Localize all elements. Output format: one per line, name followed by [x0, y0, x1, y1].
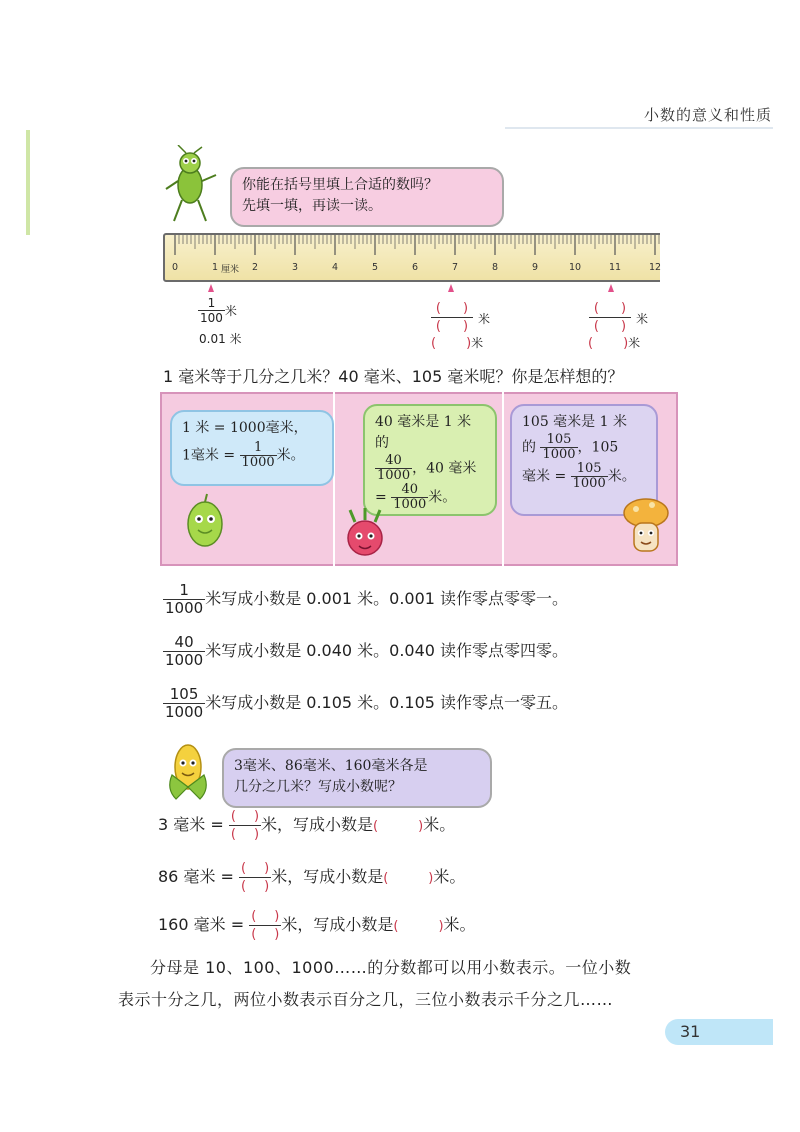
- conversion-text: 米写成小数是 0.001 米。0.001 读作零点零零一。: [205, 589, 569, 608]
- arrow-11: [608, 284, 614, 292]
- frac-den: 1000: [165, 651, 204, 669]
- conversion-text: 米写成小数是 0.105 米。0.105 读作零点一零五。: [205, 693, 569, 712]
- paren-close: ): [253, 827, 260, 842]
- top-bubble-line1: 你能在括号里填上合适的数吗？: [242, 177, 438, 193]
- ruler-number: 7: [451, 262, 459, 273]
- fraction-1-100: [198, 296, 225, 325]
- b2-fraction-2: [391, 483, 428, 512]
- b2-num2: 40: [401, 482, 418, 497]
- fraction-blank[interactable]: [229, 808, 261, 843]
- b1-fraction: [240, 441, 277, 470]
- exercise-row: [158, 860, 465, 895]
- frac-num: 40: [174, 633, 194, 651]
- exercise-pre: 86 毫米 =: [158, 867, 234, 886]
- arrow-7: [448, 284, 454, 292]
- page-number: 31: [680, 1022, 701, 1041]
- conversion-row: [163, 582, 568, 617]
- unit-11-frac: 米: [636, 312, 649, 326]
- ruler-number: 12: [648, 262, 662, 273]
- exercise-end: 米。: [443, 915, 476, 934]
- paren-open: (: [435, 301, 441, 316]
- b1-post: 米。: [276, 447, 305, 464]
- summary-line2: 表示十分之几，两位小数表示百分之几，三位小数表示千分之几……: [118, 990, 614, 1009]
- paren-close: ): [621, 301, 627, 316]
- ruler-number: 2: [251, 262, 259, 273]
- exercise-end: 米。: [433, 867, 466, 886]
- ruler-number: 1: [211, 262, 219, 273]
- b3-line2: [522, 433, 646, 462]
- b3-mid: ，105: [577, 439, 619, 456]
- mushroom-illustration: [622, 495, 670, 557]
- paren-close: ): [418, 819, 424, 834]
- ruler-number: 0: [171, 262, 179, 273]
- frac-den: 100: [200, 311, 223, 325]
- b2-line3: [375, 483, 485, 512]
- paren-open: (: [241, 879, 247, 894]
- frac-num: 1: [207, 296, 216, 310]
- b1-den: 1000: [241, 455, 275, 470]
- unit-label: 米: [224, 304, 237, 318]
- blank-fraction-11: [585, 300, 635, 334]
- page-header-title: 小数的意义和性质: [643, 106, 772, 124]
- paren-open: (: [373, 819, 379, 834]
- top-bubble-line2: 先填一填，再读一读。: [242, 198, 382, 214]
- b2-fraction: [375, 454, 412, 483]
- arrow-1: [208, 284, 214, 292]
- paren-open: (: [251, 927, 257, 942]
- paren-open: (: [393, 919, 399, 934]
- b2-num: 40: [385, 453, 402, 468]
- paren-close: ): [466, 336, 472, 351]
- paren-open: (: [230, 809, 236, 824]
- ruler-unit-label: 厘米: [221, 265, 240, 275]
- b1-line2: [182, 441, 322, 470]
- exercise-end: 米。: [423, 815, 456, 834]
- fraction-blank[interactable]: [239, 860, 271, 895]
- conversion-fraction: [163, 634, 205, 669]
- ruler-number: 6: [411, 262, 419, 273]
- paren-close: ): [264, 861, 270, 876]
- b2-den: 1000: [377, 468, 411, 483]
- b3-l3-pre: 毫米 =: [522, 468, 567, 485]
- conversion-row: [163, 634, 568, 669]
- blank-decimal-7: [431, 334, 483, 351]
- ruler-torn-edge: [660, 233, 674, 282]
- label-1cm: [198, 296, 237, 325]
- corn-bubble-line1: 3毫米、86毫米、160毫米各是: [234, 758, 428, 774]
- paren-open: (: [230, 827, 236, 842]
- green-pepper-illustration: [180, 492, 230, 554]
- frac-num: 1: [179, 581, 189, 599]
- b1-num: 1: [253, 440, 263, 455]
- conversion-fraction: [163, 686, 205, 721]
- conversion-row: [163, 686, 568, 721]
- frac-den: 1000: [165, 703, 204, 721]
- grasshopper-illustration: [160, 145, 218, 225]
- exercise-row: [158, 908, 476, 943]
- ruler-number: 11: [608, 262, 622, 273]
- exercise-pre: 3 毫米 =: [158, 815, 224, 834]
- margin-bar: [26, 130, 30, 235]
- paren-open: (: [383, 871, 389, 886]
- paren-close: ): [623, 336, 629, 351]
- b2-mid: ，40 毫米: [412, 460, 477, 477]
- b3-line3: [522, 462, 646, 491]
- paren-close: ): [463, 319, 469, 334]
- b3-den2: 1000: [572, 476, 606, 491]
- reasoning-bubble-2: [363, 404, 497, 516]
- paren-close: ): [621, 319, 627, 334]
- b2-eq: =: [375, 489, 387, 506]
- paren-close: ): [274, 909, 280, 924]
- unit-label: 米: [628, 336, 641, 350]
- radish-illustration: [340, 508, 390, 560]
- paren-open: (: [435, 319, 441, 334]
- blank-decimal-11: [588, 334, 640, 351]
- b2-den2: 1000: [393, 497, 427, 512]
- frac-num: 105: [169, 685, 199, 703]
- paren-open: (: [241, 861, 247, 876]
- ruler-number: 3: [291, 262, 299, 273]
- conversion-fraction: [163, 582, 205, 617]
- b2-line2: [375, 454, 485, 483]
- b3-num: 105: [546, 432, 572, 447]
- ruler-number: 9: [531, 262, 539, 273]
- b3-den: 1000: [542, 447, 576, 462]
- paren-open: (: [588, 336, 594, 351]
- b3-fraction-2: [571, 462, 608, 491]
- conversion-text: 米写成小数是 0.040 米。0.040 读作零点零四零。: [205, 641, 569, 660]
- exercise-row: [158, 808, 455, 843]
- reasoning-bubble-1: [170, 410, 334, 486]
- unit-7-frac: 米: [478, 312, 491, 326]
- b3-pre: 的: [522, 439, 536, 456]
- panel-divider-1: [333, 392, 335, 566]
- exercise-post: 米，写成小数是: [271, 867, 384, 886]
- b2-line1: 40 毫米是 1 米的: [375, 414, 472, 451]
- paren-open: (: [431, 336, 437, 351]
- panel-divider-2: [502, 392, 504, 566]
- paren-close: ): [274, 927, 280, 942]
- blank-fraction-7: [427, 300, 477, 334]
- ruler-number: 8: [491, 262, 499, 273]
- corn-illustration: [162, 735, 214, 801]
- fraction-blank[interactable]: [249, 908, 281, 943]
- paren-close: ): [428, 871, 434, 886]
- exercise-pre: 160 毫米 =: [158, 915, 245, 934]
- summary-line1: 分母是 10、100、1000……的分数都可以用小数表示。一位小数: [150, 958, 632, 977]
- exercise-post: 米，写成小数是: [281, 915, 394, 934]
- b2-end: 米。: [428, 489, 457, 506]
- b3-num2: 105: [576, 461, 602, 476]
- paren-close: ): [463, 301, 469, 316]
- paren-open: (: [251, 909, 257, 924]
- ruler-number: 5: [371, 262, 379, 273]
- ruler-number: 10: [568, 262, 582, 273]
- paren-close: ): [264, 879, 270, 894]
- paren-open: (: [593, 301, 599, 316]
- header-rule: [505, 127, 773, 129]
- b3-line1: 105 毫米是 1 米: [522, 414, 627, 430]
- decimal-blank[interactable]: [383, 867, 433, 886]
- b1-pre: 1毫米 =: [182, 447, 236, 464]
- unit-label: 米: [471, 336, 484, 350]
- question-text: 1 毫米等于几分之几米？40 毫米、105 毫米呢？你是怎样想的？: [163, 367, 624, 386]
- paren-open: (: [593, 319, 599, 334]
- b1-line1: 1 米 = 1000毫米，: [182, 420, 308, 436]
- ruler: [163, 233, 670, 282]
- ruler-number: 4: [331, 262, 339, 273]
- corn-bubble-line2: 几分之几米？写成小数呢？: [234, 779, 402, 795]
- paren-close: ): [253, 809, 260, 824]
- frac-den: 1000: [165, 599, 204, 617]
- exercise-post: 米，写成小数是: [261, 815, 374, 834]
- decimal-blank[interactable]: [373, 815, 423, 834]
- paren-close: ): [438, 919, 444, 934]
- decimal-blank[interactable]: [393, 915, 443, 934]
- b3-end: 米。: [607, 468, 636, 485]
- decimal-0-01: 0.01 米: [199, 332, 242, 346]
- top-speech-bubble: [230, 167, 504, 227]
- b3-fraction: [540, 433, 577, 462]
- corn-speech-bubble: [222, 748, 492, 808]
- ruler-ticks: [165, 235, 668, 280]
